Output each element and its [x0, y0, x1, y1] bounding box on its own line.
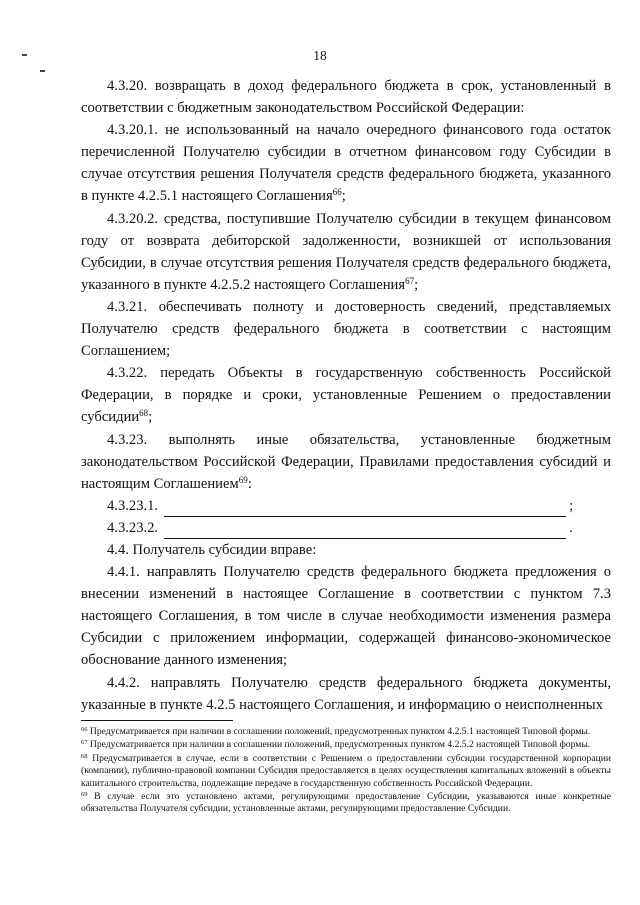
fill-in-line: [164, 501, 566, 517]
footnote-66: $^{66}$ Предусматривается при наличии в соглашении положений, предусмотренных пунктом 4.2.5.1 настоящей Типовой формы.: [81, 726, 591, 737]
paragraph-4-3-20-1: 4.3.20.1. не использованный на начало очередного финансового года остаток перечисленной Получателю субсидии в отчетном финансовом году Субсидии в случае отсутствия решения Получателя средств федерального бюджета, указанного в пункте 4.2.5.1 настоящего Соглашения$^{66}$;: [81, 122, 611, 205]
footnote-69: $^{69}$ В случае если это установлено актами, регулирующими предоставление Субсидии, указываются иные конкретные обязательства Получателя субсидии, установленные актами, регулирующими предоставление Субсидии.: [81, 791, 611, 815]
paragraph-4-4: 4.4. Получатель субсидии вправе:: [107, 541, 317, 558]
fill-in-line: [164, 523, 566, 539]
footnote-separator: [81, 720, 233, 721]
footnote-67: $^{67}$ Предусматривается при наличии в соглашении положений, предусмотренных пунктом 4.2.5.2 настоящей Типовой формы.: [81, 739, 591, 751]
paragraph-4-3-20-2: 4.3.20.2. средства, поступившие Получателю субсидии в текущем финансовом году от возврата дебиторской задолженности, возникшей от использования Субсидии, в случае отсутствия решения Получателя средств федерального бюджета, указанного в пункте 4.2.5.2 настоящего Соглашения$^{67}$;: [81, 210, 611, 293]
footnote-ref: 66: [332, 187, 342, 198]
footnote-68: $^{68}$ Предусматривается в случае, если в соответствии с Решением о предоставлении субсидии государственной корпорации (компании), публично-правовой компании Субсидия предоставляется в целях осуществления капитальных вложений в объекты капитального строительства, подлежащие передаче в государственную собственность Российской Федерации.: [81, 752, 611, 789]
footnote-ref: 67: [405, 275, 415, 286]
document-body: [81, 75, 611, 716]
footnote-ref: 68: [139, 408, 149, 419]
paragraph-4-4-2: 4.4.2. направлять Получателю средств федерального бюджета документы, указанные в пункте 4.2.5 настоящего Соглашения, и информацию о неисполненных: [81, 674, 611, 713]
paragraph-4-3-20: 4.3.20. возвращать в доход федерального бюджета в срок, установленный в соответствии с бюджетным законодательством Российской Федерации:: [81, 78, 611, 117]
blank-item-4-3-23-2: 4.3.23.2. .: [81, 517, 611, 539]
paragraph-4-3-22: 4.3.22. передать Объекты в государственную собственность Российской Федерации, в порядке и сроки, установленные Решением о предоставлении субсидии$^{68}$;: [81, 365, 611, 426]
margin-mark: [40, 70, 45, 72]
blank-item-4-3-23-1: 4.3.23.1. ;: [81, 495, 611, 517]
footnotes: [81, 726, 611, 817]
footnote-ref: 69: [238, 474, 248, 485]
paragraph-4-3-21: 4.3.21. обеспечивать полноту и достоверность сведений, представляемых Получателю средств федерального бюджета в соответствии с настоящим Соглашением;: [81, 298, 611, 360]
page-number: 18: [313, 48, 327, 63]
paragraph-4-3-23: 4.3.23. выполнять иные обязательства, установленные бюджетным законодательством Российской Федерации, Правилами предоставления субсидий и настоящим Соглашением$^{69}$:: [81, 431, 611, 492]
paragraph-4-4-1: 4.4.1. направлять Получателю средств федерального бюджета предложения о внесении изменений в настоящее Соглашение в соответствии с пунктом 7.3 настоящего Соглашения, в том числе в случае необходимости изменения размера Субсидии с приложением информации, содержащей финансово-экономическое обоснование данного изменения;: [81, 564, 611, 669]
